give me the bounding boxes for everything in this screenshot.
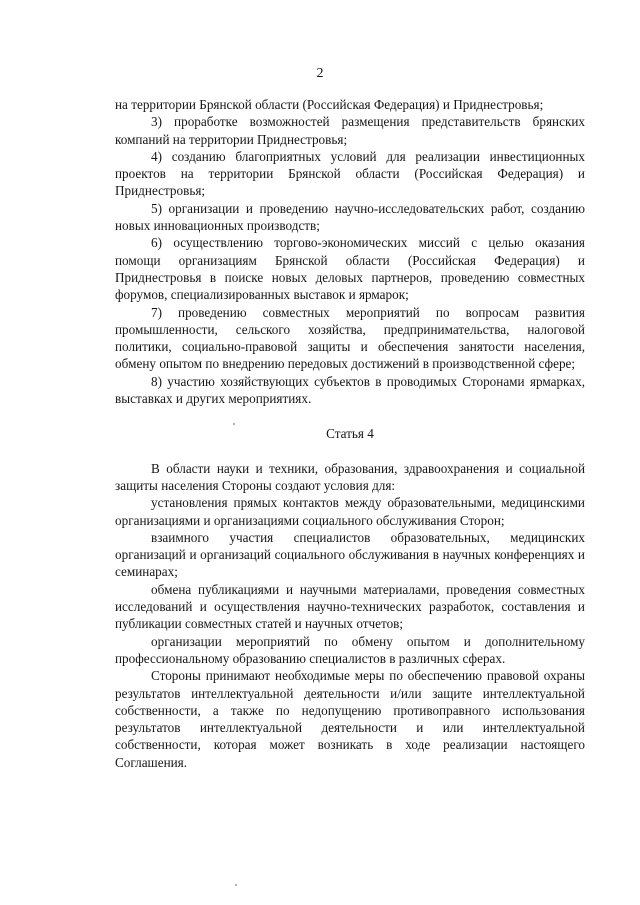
paragraph: Стороны принимают необходимые меры по обеспечению правовой охраны результатов интеллектуальной деятельности и/или защите интеллектуальной собственности, а также по недопущению противоправного использования результатов интеллектуальной деятельности и или интеллектуальной собственности, которая может возникать в ходе реализации настоящего Соглашения. [115, 668, 585, 770]
paragraph: установления прямых контактов между образовательными, медицинскими организациями и организациями социального обслуживания Сторон; [115, 495, 585, 528]
paragraph: 5) организации и проведению научно-исследовательских работ, созданию новых инновационных производств; [115, 200, 585, 234]
paragraph: взаимного участия специалистов образовательных, медицинских организаций и организаций социального обслуживания в научных конференциях и семинарах; [115, 529, 585, 580]
article-heading: Статья 4 [326, 426, 374, 442]
paragraph: 6) осуществлению торгово-экономических миссий с целью оказания помощи организациям Брянской области (Российская Федерация) и Приднестровья в поиске новых деловых партнеров, проведению совместных форумов, специализированных выставок и ярмарок; [115, 235, 585, 303]
scan-speck [235, 884, 237, 886]
paragraph: организации мероприятий по обмену опытом и дополнительному профессиональному образованию специалистов в различных сферах. [115, 633, 585, 666]
paragraph: на территории Брянской области (Российская Федерация) и Приднестровья; [115, 97, 544, 112]
scan-speck [233, 423, 235, 425]
paragraph: В области науки и техники, образования, здравоохранения и социальной защиты населения Стороны создают условия для: [115, 460, 585, 493]
page-number: 2 [316, 66, 324, 81]
paragraph: обмена публикациями и научными материалами, проведения совместных исследований и осуществления научно-технических разработок, составления и публикации совместных статей и научных отчетов; [115, 581, 585, 632]
paragraph: 8) участию хозяйствующих субъектов в проводимых Сторонами ярмарках, выставках и других мероприятиях. [115, 373, 585, 407]
paragraph: 3) проработке возможностей размещения представительств брянских компаний на территории Приднестровья; [115, 114, 585, 147]
paragraph: 7) проведению совместных мероприятий по вопросам развития промышленности, сельского хозяйства, предпринимательства, налоговой политики, социально-правовой защиты и обеспечения занятости населения, обмену опытом по внедрению передовых достижений в производственной сфере; [115, 304, 585, 372]
paragraph: 4) созданию благоприятных условий для реализации инвестиционных проектов на территории Брянской области (Российская Федерация) и Приднестровья; [115, 148, 585, 199]
document-body [115, 96, 585, 771]
